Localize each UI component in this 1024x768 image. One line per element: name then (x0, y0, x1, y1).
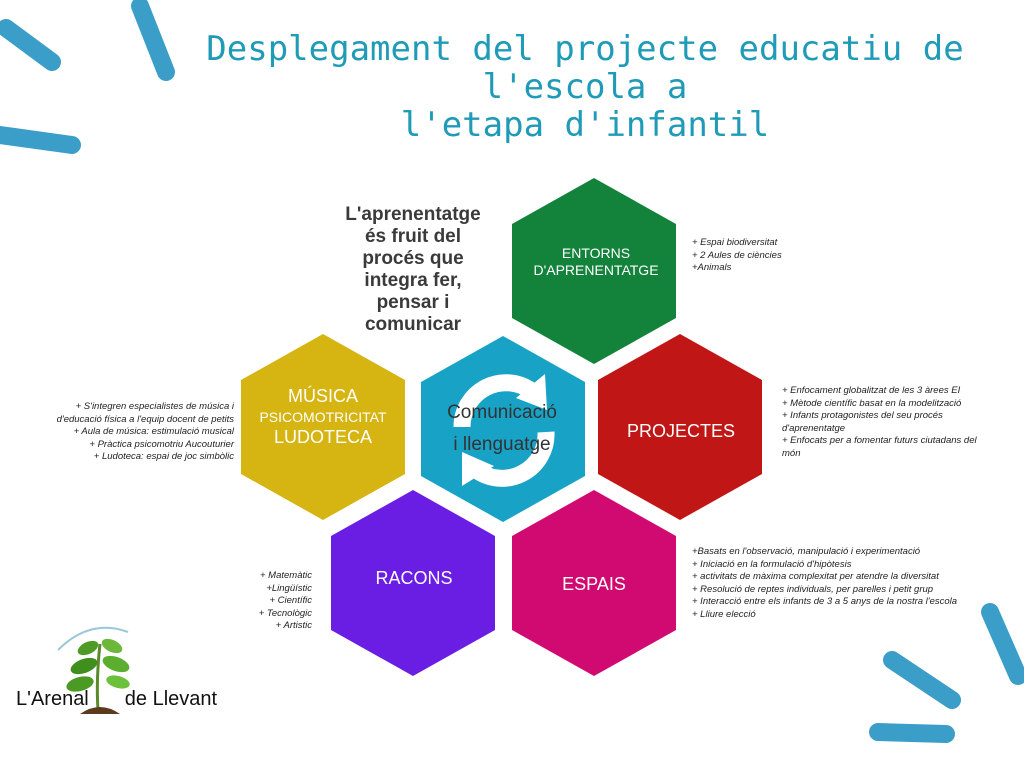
note-line: + Enfocament globalitzat de les 3 àrees EI (782, 385, 961, 396)
note-line: d'educació física a l'equip docent de petits (56, 413, 234, 425)
note-line: + activitats de màxima complexitat per atendre la diversitat (692, 571, 939, 582)
note-line: +Animals (692, 262, 732, 273)
notes-projectes (782, 385, 977, 460)
leaf (68, 655, 99, 678)
hex-projectes (598, 334, 762, 520)
notes-espais (692, 546, 957, 621)
hex-entorns-label-2: D'APRENENTATGE (533, 262, 659, 278)
school-logo (0, 610, 240, 750)
note-line: + Ludoteca: espai de joc simbòlic (93, 451, 234, 462)
hex-entorns (512, 178, 676, 364)
hex-projectes-label: PROJECTES (626, 421, 736, 441)
note-line: + Enfocats per a fomentar futurs ciutadans del (782, 435, 977, 446)
logo-word-1: L'Arenal (16, 688, 89, 710)
hex-musica-label-1: MÚSICA (287, 386, 359, 406)
note-line: + Infants protagonistes del seu procés (782, 410, 943, 421)
hex-musica-label-2: PSICOMOTRICITAT (259, 409, 387, 425)
note-line: món (782, 447, 801, 459)
quote-line-6: comunicar (364, 314, 462, 335)
note-line: + Iniciació en la formulació d'hipòtesis (692, 558, 852, 570)
note-line: + Artistic (275, 620, 312, 631)
note-line: + Interacció entre els infants de 3 a 5 anys de la nostra l'escola (692, 596, 958, 607)
center-label-2: i llenguatge (453, 434, 551, 455)
logo-word-2: de Llevant (124, 688, 218, 710)
quote-line-4: integra fer, (364, 270, 462, 291)
logo-text (16, 688, 236, 711)
hex-entorns-label-1: ENTORNS (561, 245, 631, 261)
title-line-3: l'etapa d'infantil (400, 105, 770, 145)
hex-musica-label-3: LUDOTECA (273, 427, 373, 447)
hex-musica (241, 334, 405, 520)
hex-racons-label: RACONS (375, 568, 453, 588)
hex-racons (331, 490, 495, 676)
quote-line-3: procés que (362, 248, 464, 269)
quote-line-1: L'aprenentatge (345, 204, 481, 225)
title-line-1: Desplegament del projecte educatiu de (206, 29, 964, 69)
title-line-2: l'escola a (482, 67, 688, 107)
note-line: + Lliure elecció (692, 608, 756, 620)
note-line: + Espai biodiversitat (692, 237, 778, 248)
note-line: + Mètode científic basat en la modelització (782, 397, 962, 409)
quote-line-2: és fruit del (364, 226, 462, 247)
note-line: + S'integren especialistes de música i (75, 401, 234, 412)
hex-espais (512, 490, 676, 676)
note-line: + Aula de música: estimulació musical (73, 426, 234, 437)
center-label-1: Comunicació (447, 402, 557, 423)
leaf (75, 638, 100, 658)
quote-line-5: pensar i (376, 292, 450, 313)
note-line: +Lingüístic (266, 582, 312, 594)
note-line: + Resolució de reptes individuals, per parelles i petit grup (692, 583, 934, 595)
note-line: + Científic (269, 595, 312, 606)
leaf (99, 636, 124, 656)
note-line: + Pràctica psicomotriu Aucouturier (89, 438, 234, 450)
leaf (100, 653, 131, 676)
note-line: +Basats en l'observació, manipulació i experimentació (692, 546, 921, 557)
note-line: d'aprenentatge (782, 422, 846, 434)
note-line: + Tecnològic (258, 607, 312, 619)
note-line: + 2 Aules de ciències (692, 249, 782, 261)
hex-center-shape (421, 336, 585, 522)
hex-espais-label: ESPAIS (562, 574, 626, 594)
hex-center (421, 336, 585, 522)
notes-musica (4, 401, 234, 464)
note-line: + Matemàtic (259, 570, 312, 581)
notes-entorns (692, 237, 782, 275)
